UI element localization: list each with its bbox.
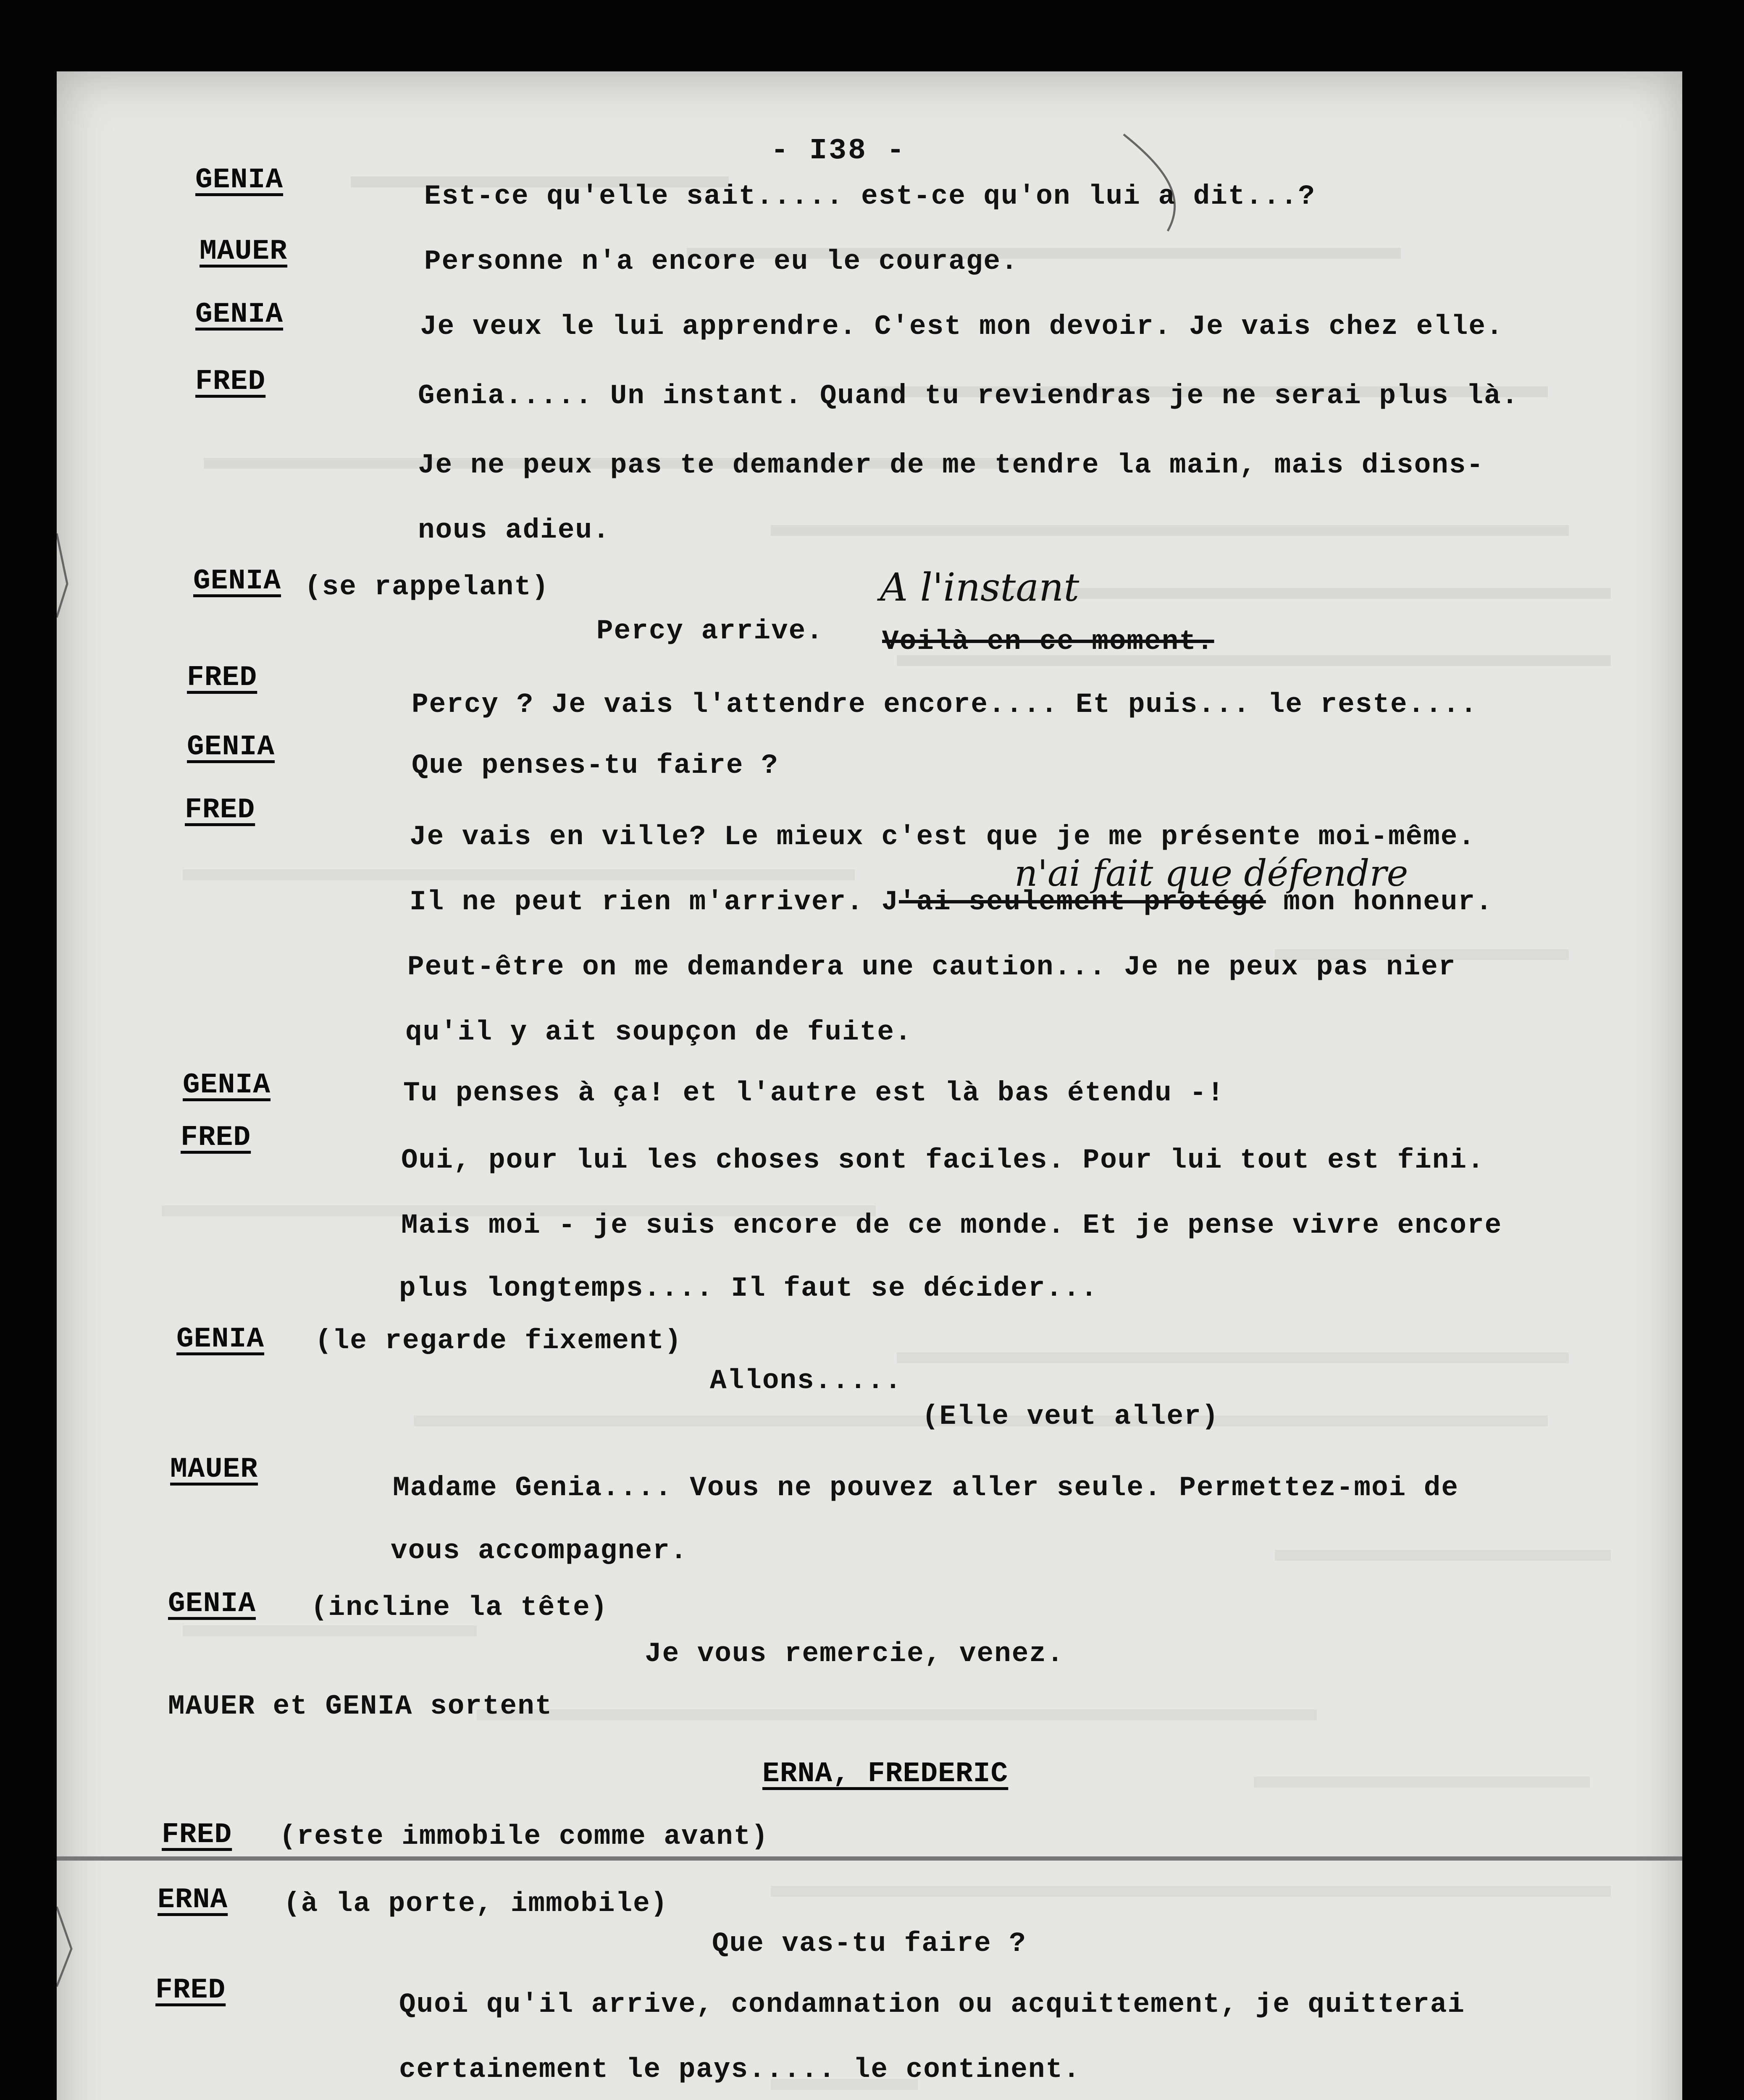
stage-direction: MAUER et GENIA sortent [168,1690,553,1722]
speaker-name: GENIA [195,164,284,196]
typed-text: Il ne peut rien m'arriver. J [410,886,899,918]
stage-direction: (incline la tête) [311,1592,608,1623]
dialogue-line: Que penses-tu faire ? [412,750,779,781]
stage-direction: (le regarde fixement) [315,1325,682,1357]
dialogue-line: certainement le pays..... le continent. [399,2054,1081,2085]
speaker-name: FRED [181,1121,251,1154]
dialogue-line: qu'il y ait soupçon de fuite. [405,1016,912,1048]
page-number: - I38 - [771,134,906,168]
page-fold-line [57,1856,1682,1861]
speaker-name: FRED [187,662,257,694]
speaker-name: GENIA [195,298,284,331]
stage-direction: (se rappelant) [305,571,549,603]
dialogue-line: Que vas-tu faire ? [712,1928,1027,1959]
dialogue-line: Je vais en ville? Le mieux c'est que je me présente moi-même. [410,821,1476,853]
typescript-page [57,71,1682,2100]
speaker-name: FRED [195,365,266,398]
stage-direction: (reste immobile comme avant) [279,1821,769,1852]
dialogue-line: vous accompagner. [391,1535,688,1567]
speaker-name: FRED [155,1974,226,2006]
speaker-name: ERNA [158,1884,228,1916]
dialogue-line: Genia..... Un instant. Quand tu reviendras je ne serai plus là. [418,380,1519,412]
dialogue-line: Personne n'a encore eu le courage. [424,246,1019,277]
dialogue-line: Je veux le lui apprendre. C'est mon devoir. Je vais chez elle. [420,311,1504,342]
scene-heading: ERNA, FREDERIC [762,1758,1009,1790]
dialogue-line: Je ne peux pas te demander de me tendre la main, mais disons- [418,449,1484,481]
speaker-name: GENIA [176,1323,265,1355]
dialogue-line: Percy ? Je vais l'attendre encore.... Et puis... le reste.... [412,689,1478,720]
dialogue-line: Est-ce qu'elle sait..... est-ce qu'on lui a dit...? [424,181,1316,212]
struck-through-text: 'ai seulement protégé [898,886,1266,918]
handwritten-insertion: n'ai fait que défendre [1014,853,1408,895]
dialogue-line: Oui, pour lui les choses sont faciles. Pour lui tout est fini. [401,1144,1485,1176]
stage-direction: (à la porte, immobile) [284,1888,668,1919]
speaker-name: GENIA [168,1588,256,1620]
dialogue-line: Je vous remercie, venez. [645,1638,1064,1670]
speaker-name: FRED [185,794,255,826]
struck-through-text: Voilà en ce moment. [882,626,1214,657]
dialogue-line: Tu penses à ça! et l'autre est là bas étendu -! [403,1077,1225,1109]
dialogue-line: Peut-être on me demandera une caution... Je ne peux pas nier [407,951,1456,983]
dialogue-line [410,888,1493,916]
handwritten-insertion: A l'instant [880,565,1079,610]
dialogue-line: Mais moi - je suis encore de ce monde. Et je pense vivre encore [401,1210,1502,1241]
dialogue-line: Percy arrive. [596,615,824,647]
speaker-name: MAUER [200,235,288,268]
typed-text: mon honneur. [1266,886,1493,918]
speaker-name: MAUER [170,1453,258,1486]
speaker-name: GENIA [193,565,281,597]
speaker-name: GENIA [183,1069,271,1101]
dialogue-line: Madame Genia.... Vous ne pouvez aller seule. Permettez-moi de [393,1472,1459,1504]
dialogue-line: Quoi qu'il arrive, condamnation ou acquittement, je quitterai [399,1989,1465,2020]
speaker-name: GENIA [187,731,275,763]
dialogue-line: plus longtemps.... Il faut se décider... [399,1273,1098,1304]
speaker-name: FRED [162,1819,232,1851]
dialogue-line: nous adieu. [418,514,610,546]
dialogue-line: Allons..... [710,1365,902,1396]
stage-direction: (Elle veut aller) [922,1401,1219,1432]
